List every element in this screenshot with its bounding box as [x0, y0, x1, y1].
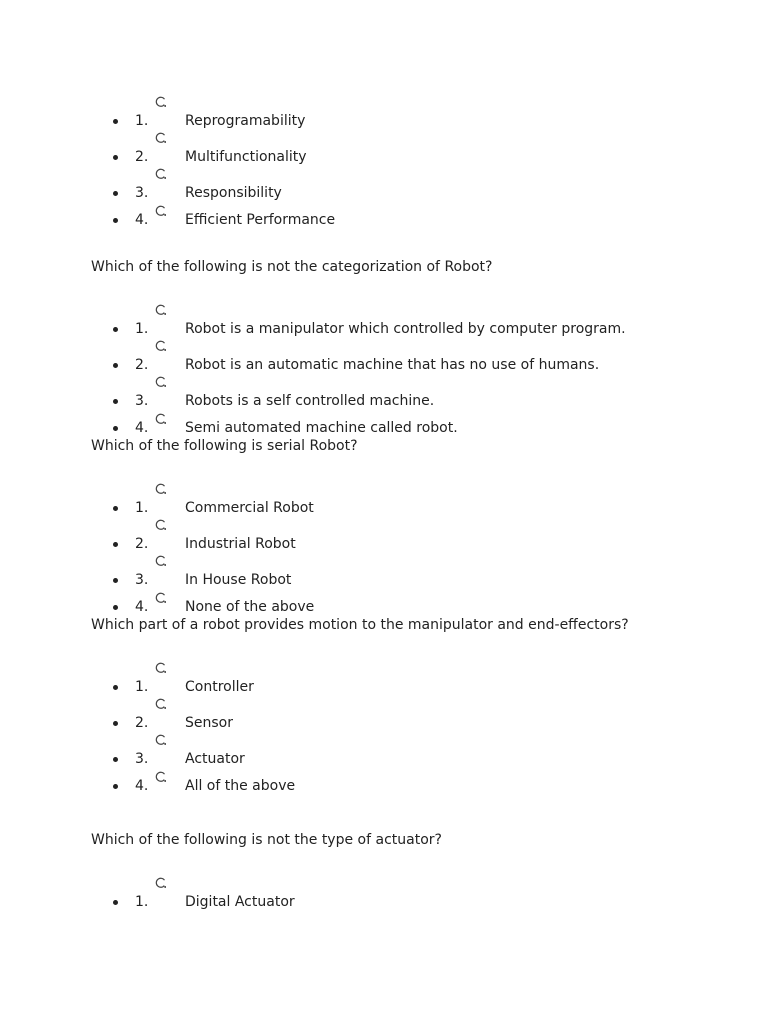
q3-option-2-label: Industrial Robot — [185, 536, 296, 552]
q4-option-2-label: Sensor — [185, 715, 233, 731]
radio-button-icon[interactable] — [155, 662, 167, 674]
list-bullet — [113, 757, 118, 762]
option-number: 4. — [135, 212, 149, 228]
option-number: 1. — [135, 894, 149, 910]
list-bullet — [113, 578, 118, 583]
radio-button-icon[interactable] — [155, 592, 167, 604]
q4-option-3-label: Actuator — [185, 751, 245, 767]
radio-button-icon[interactable] — [155, 413, 167, 425]
q2-option-4-label: Semi automated machine called robot. — [185, 420, 458, 436]
question-4-text: Which part of a robot provides motion to the manipulator and end-effectors? — [91, 617, 629, 633]
q2-option-2-label: Robot is an automatic machine that has no use of humans. — [185, 357, 600, 373]
radio-button-icon[interactable] — [155, 555, 167, 567]
list-bullet — [113, 721, 118, 726]
radio-button-icon[interactable] — [155, 698, 167, 710]
radio-button-icon[interactable] — [155, 771, 167, 783]
list-bullet — [113, 506, 118, 511]
q5-option-1-label: Digital Actuator — [185, 894, 295, 910]
q2-option-1-label: Robot is a manipulator which controlled by computer program. — [185, 321, 626, 337]
q1-option-3-label: Responsibility — [185, 185, 282, 201]
question-5-text: Which of the following is not the type of actuator? — [91, 832, 442, 848]
q3-option-3-label: In House Robot — [185, 572, 292, 588]
q3-option-4-label: None of the above — [185, 599, 315, 615]
q3-option-1-label: Commercial Robot — [185, 500, 314, 516]
option-number: 1. — [135, 113, 149, 129]
list-bullet — [113, 605, 118, 610]
list-bullet — [113, 900, 118, 905]
q1-option-2-label: Multifunctionality — [185, 149, 307, 165]
list-bullet — [113, 327, 118, 332]
option-number: 2. — [135, 536, 149, 552]
option-number: 1. — [135, 679, 149, 695]
option-number: 4. — [135, 420, 149, 436]
list-bullet — [113, 363, 118, 368]
radio-button-icon[interactable] — [155, 96, 167, 108]
q1-option-4-label: Efficient Performance — [185, 212, 336, 228]
radio-button-icon[interactable] — [155, 877, 167, 889]
list-bullet — [113, 426, 118, 431]
list-bullet — [113, 119, 118, 124]
radio-button-icon[interactable] — [155, 132, 167, 144]
option-number: 4. — [135, 778, 149, 794]
radio-button-icon[interactable] — [155, 304, 167, 316]
radio-button-icon[interactable] — [155, 734, 167, 746]
radio-button-icon[interactable] — [155, 168, 167, 180]
list-bullet — [113, 191, 118, 196]
option-number: 2. — [135, 357, 149, 373]
radio-button-icon[interactable] — [155, 519, 167, 531]
radio-button-icon[interactable] — [155, 340, 167, 352]
option-number: 3. — [135, 751, 149, 767]
list-bullet — [113, 784, 118, 789]
option-number: 3. — [135, 185, 149, 201]
radio-button-icon[interactable] — [155, 376, 167, 388]
q4-option-4-label: All of the above — [185, 778, 296, 794]
option-number: 2. — [135, 149, 149, 165]
q1-option-1-label: Reprogramability — [185, 113, 306, 129]
option-number: 4. — [135, 599, 149, 615]
option-number: 1. — [135, 500, 149, 516]
radio-button-icon[interactable] — [155, 205, 167, 217]
list-bullet — [113, 399, 118, 404]
list-bullet — [113, 155, 118, 160]
q4-option-1-label: Controller — [185, 679, 254, 695]
list-bullet — [113, 542, 118, 547]
option-number: 1. — [135, 321, 149, 337]
option-number: 3. — [135, 572, 149, 588]
list-bullet — [113, 685, 118, 690]
option-number: 2. — [135, 715, 149, 731]
list-bullet — [113, 218, 118, 223]
question-2-text: Which of the following is not the categorization of Robot? — [91, 259, 493, 275]
question-3-text: Which of the following is serial Robot? — [91, 438, 358, 454]
option-number: 3. — [135, 393, 149, 409]
q2-option-3-label: Robots is a self controlled machine. — [185, 393, 435, 409]
radio-button-icon[interactable] — [155, 483, 167, 495]
